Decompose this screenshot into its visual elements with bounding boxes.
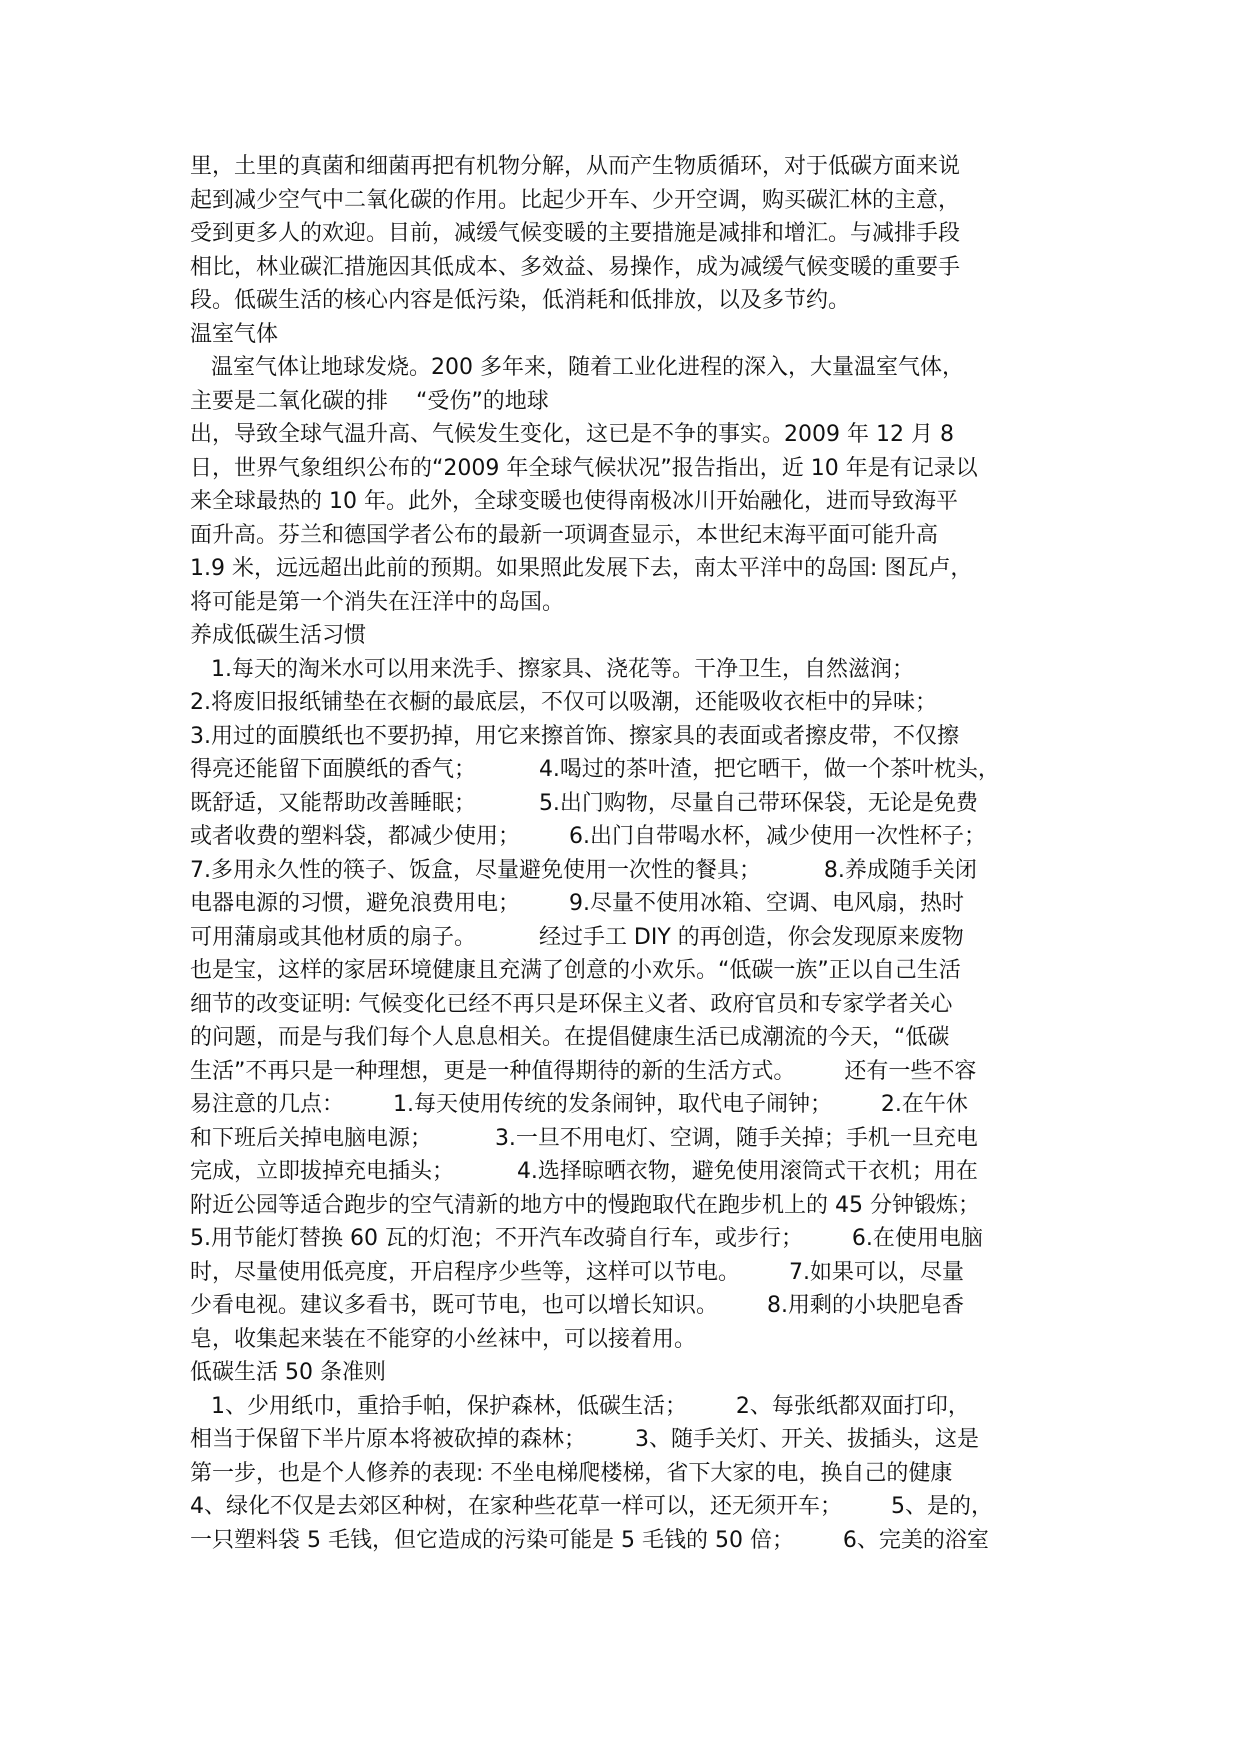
text-line: 得亮还能留下面膜纸的香气； 4.喝过的茶叶渣，把它晒干，做一个茶叶枕头，: [190, 757, 1000, 782]
text-line: 电器电源的习惯，避免浪费用电； 9.尽量不使用冰箱、空调、电风扇，热时: [190, 891, 964, 916]
text-line: 3.用过的面膜纸也不要扔掉，用它来擦首饰、擦家具的表面或者擦皮带，不仅擦: [190, 723, 959, 749]
text-line: 附近公园等适合跑步的空气清新的地方中的慢跑取代在跑步机上的 45 分钟锻炼；: [190, 1192, 980, 1218]
text-line: 段。低碳生活的核心内容是低污染，低消耗和低排放，以及多节约。: [190, 288, 851, 313]
text-line: 可用蒲扇或其他材质的扇子。 经过手工 DIY 的再创造，你会发现原来废物: [190, 924, 964, 950]
text-line: 1、少用纸巾，重拾手帕，保护森林，低碳生活； 2、每张纸都双面打印，: [190, 1393, 970, 1419]
text-line: 温室气体: [190, 321, 279, 347]
text-line: 4、绿化不仅是去郊区种树，在家种些花草一样可以，还无须开车； 5、是的，: [190, 1494, 993, 1519]
text-line: 温室气体让地球发烧。200 多年来，随着工业化进程的深入，大量温室气体，: [190, 355, 964, 380]
text-line: 相当于保留下半片原本将被砍掉的森林； 3、随手关灯、开关、拔插头，这是: [190, 1427, 979, 1452]
text-line: 既舒适，又能帮助改善睡眠； 5.出门购物，尽量自己带环保袋，无论是免费: [190, 790, 978, 816]
text-line: 起到减少空气中二氧化碳的作用。比起少开车、少开空调，购买碳汇林的主意，: [190, 187, 961, 213]
text-line: 2.将废旧报纸铺垫在衣橱的最底层，不仅可以吸潮，还能吸收衣柜中的异味；: [190, 690, 937, 715]
text-line: 时，尽量使用低亮度，开启程序少些等，这样可以节电。 7.如果可以，尽量: [190, 1259, 964, 1285]
text-line: 里，土里的真菌和细菌再把有机物分解，从而产生物质循环，对于低碳方面来说: [190, 154, 961, 179]
text-line: 和下班后关掉电脑电源； 3.一旦不用电灯、空调，随手关掉；手机一旦充电: [190, 1125, 978, 1151]
text-line: 日，世界气象组织公布的“2009 年全球气候状况”报告指出，近 10 年是有记录以: [190, 455, 978, 481]
text-line: 易注意的几点： 1.每天使用传统的发条闹钟，取代电子闹钟； 2.在午休: [190, 1092, 968, 1117]
text-line: 5.用节能灯替换 60 瓦的灯泡；不开汽车改骑自行车，或步行； 6.在使用电脑: [190, 1226, 983, 1251]
text-line: 皂，收集起来装在不能穿的小丝袜中，可以接着用。: [190, 1326, 697, 1352]
text-line: 养成低碳生活习惯: [190, 623, 367, 648]
text-line: 细节的改变证明: 气候变化已经不再只是环保主义者、政府官员和专家学者关心: [190, 991, 953, 1017]
text-line: 出，导致全球气温升高、气候发生变化，这已是不争的事实。2009 年 12 月 8: [190, 422, 954, 447]
text-line: 生活”不再只是一种理想，更是一种值得期待的新的生活方式。 还有一些不容: [190, 1058, 977, 1084]
text-line: 也是宝，这样的家居环境健康且充满了创意的小欢乐。“低碳一族”正以自己生活: [190, 958, 961, 983]
text-line: 的问题，而是与我们每个人息息相关。在提倡健康生活已成潮流的今天，“低碳: [190, 1025, 950, 1050]
text-line: 或者收费的塑料袋，都减少使用； 6.出门自带喝水杯，减少使用一次性杯子；: [190, 824, 986, 849]
text-line: 来全球最热的 10 年。此外，全球变暖也使得南极冰川开始融化，进而导致海平: [190, 489, 958, 514]
text-line: 面升高。芬兰和德国学者公布的最新一项调查显示，本世纪末海平面可能升高: [190, 522, 939, 548]
text-line: 相比，林业碳汇措施因其低成本、多效益、易操作，成为减缓气候变暖的重要手: [190, 254, 961, 280]
text-line: 完成，立即拔掉充电插头； 4.选择晾晒衣物，避免使用滚筒式干衣机；用在: [190, 1159, 978, 1184]
text-line: 受到更多人的欢迎。目前，减缓气候变暖的主要措施是减排和增汇。与减排手段: [190, 221, 961, 246]
text-line: 将可能是第一个消失在汪洋中的岛国。: [190, 589, 565, 615]
text-line: 少看电视。建议多看书，既可节电，也可以增长知识。 8.用剩的小块肥皂香: [190, 1293, 964, 1318]
text-line: 一只塑料袋 5 毛钱，但它造成的污染可能是 5 毛钱的 50 倍； 6、完美的浴室: [190, 1527, 989, 1553]
text-line: 第一步，也是个人修养的表现: 不坐电梯爬楼梯，省下大家的电，换自己的健康: [190, 1460, 953, 1486]
text-line: 主要是二氧化碳的排 “受伤”的地球: [190, 388, 549, 414]
text-line: 1.每天的淘米水可以用来洗手、擦家具、浇花等。干净卫生，自然滋润；: [190, 656, 914, 682]
text-line: 1.9 米，远远超出此前的预期。如果照此发展下去，南太平洋中的岛国: 图瓦卢，: [190, 556, 973, 581]
text-line: 7.多用永久性的筷子、饭盒，尽量避免使用一次性的餐具； 8.养成随手关闭: [190, 857, 977, 883]
body-text: [190, 150, 1070, 1557]
text-line: 低碳生活 50 条准则: [190, 1360, 386, 1385]
